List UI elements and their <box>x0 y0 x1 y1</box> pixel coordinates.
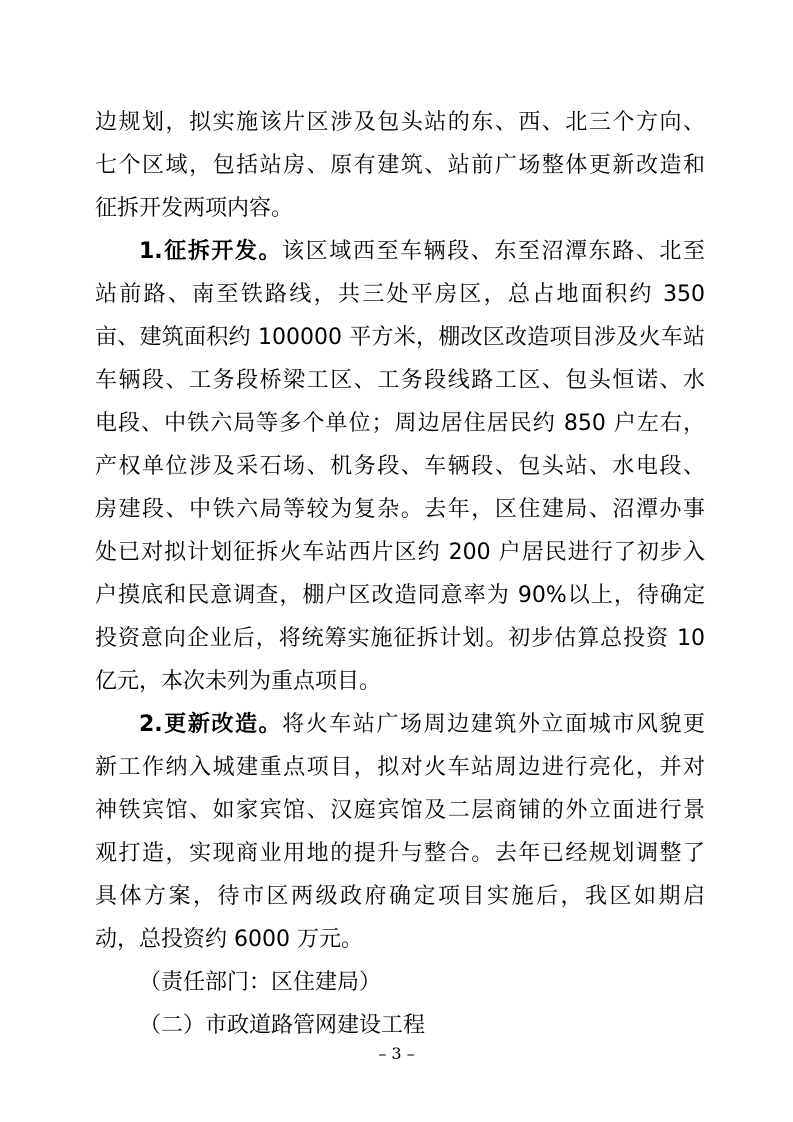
text-line: 征拆开发两项内容。 <box>95 196 294 221</box>
text-line: 神铁宾馆、如家宾馆、汉庭宾馆及二层商铺的外立面进行景 <box>95 798 705 823</box>
text-line: 新工作纳入城建重点项目，拟对火车站周边进行亮化，并对 <box>95 755 705 780</box>
text-line <box>95 703 705 746</box>
text-span: 该区域西至车辆段、东至沼潭东路、北至 <box>282 239 705 264</box>
responsible-department: （责任部门：区住建局） <box>139 970 382 995</box>
text-line: 车辆段、工务段桥梁工区、工务段线路工区、包头恒诺、水 <box>95 368 705 393</box>
text-line: 具体方案，待市区两级政府确定项目实施后，我区如期启 <box>95 884 705 909</box>
text-line: 产权单位涉及采石场、机务段、车辆段、包头站、水电段、 <box>95 454 705 479</box>
text-line: 亩、建筑面积约 100000 平方米，棚改区改造项目涉及火车站 <box>95 325 705 350</box>
text-line: 房建段、中铁六局等较为复杂。去年，区住建局、沼潭办事 <box>95 497 705 522</box>
text-line: 动，总投资约 6000 万元。 <box>95 927 363 952</box>
text-line: 七个区域，包括站房、原有建筑、站前广场整体更新改造和 <box>95 153 705 178</box>
text-line: 站前路、南至铁路线，共三处平房区，总占地面积约 350 <box>95 282 705 307</box>
text-line: 处已对拟计划征拆火车站西片区约 200 户居民进行了初步入 <box>95 540 705 565</box>
text-line: 投资意向企业后，将统筹实施征拆计划。初步估算总投资 10 <box>95 626 705 651</box>
text-line: 边规划，拟实施该片区涉及包头站的东、西、北三个方向、 <box>95 110 705 135</box>
section-heading: 1.征拆开发。 <box>139 239 283 264</box>
text-line: 电段、中铁六局等多个单位；周边居住居民约 850 户左右， <box>95 411 705 436</box>
page-number: – 3 – <box>378 1044 415 1063</box>
text-line: 观打造，实现商业用地的提升与整合。去年已经规划调整了 <box>95 841 705 866</box>
body-text <box>95 101 705 1047</box>
subsection-heading: （二）市政道路管网建设工程 <box>139 1013 426 1038</box>
text-line: 户摸底和民意调查，棚户区改造同意率为 90%以上，待确定 <box>95 583 705 608</box>
text-span: 将火车站广场周边建筑外立面城市风貌更 <box>282 712 705 737</box>
section-heading: 2.更新改造。 <box>139 712 283 737</box>
text-line: 亿元，本次未列为重点项目。 <box>95 669 382 694</box>
text-line <box>95 230 705 273</box>
